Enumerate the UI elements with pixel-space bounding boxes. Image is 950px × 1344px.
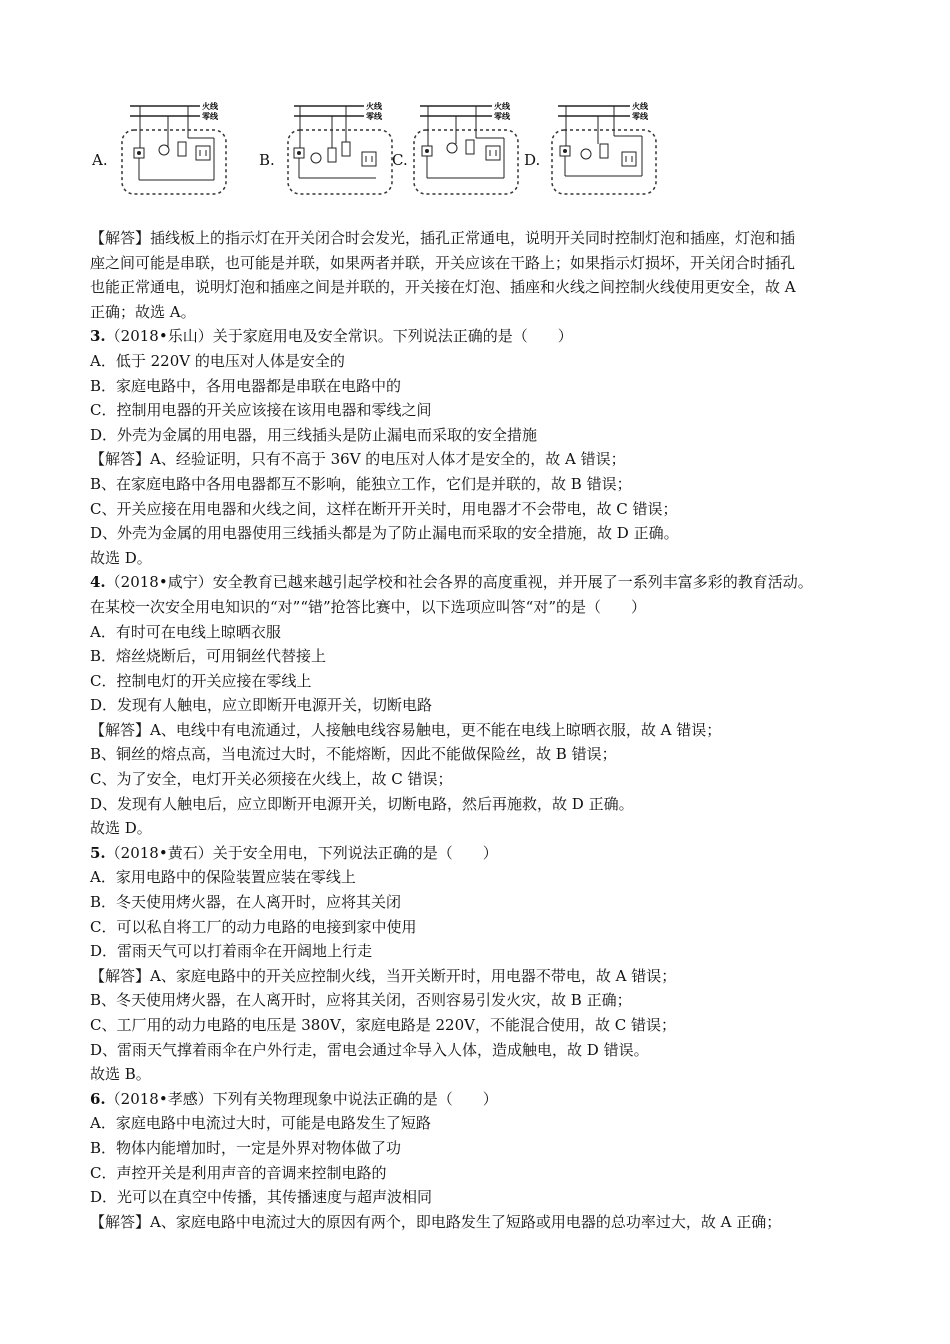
- text-line: [90, 1161, 870, 1186]
- circuit-diagram-c: [410, 98, 522, 198]
- text-line: [90, 988, 870, 1013]
- text-line: [90, 915, 870, 940]
- line-text: B．冬天使用烤火器，在人离开时，应将其关闭: [90, 893, 402, 912]
- neutral-wire-label: 零线: [366, 112, 382, 121]
- line-text: D、发现有人触电后，应立即断开电源开关，切断电路，然后再施救，故 D 正确。: [90, 794, 634, 813]
- line-text: C、开关应接在用电器和火线之间，这样在断开开关时，用电器才不会带电，故 C 错误；: [90, 499, 678, 518]
- text-line: [90, 226, 870, 251]
- line-text: A．有时可在电线上晾晒衣服: [90, 622, 281, 641]
- text-line: [90, 939, 870, 964]
- line-text: D．雷雨天气可以打着雨伞在开阔地上行走: [90, 942, 373, 961]
- line-text: （2018•孝感）下列有关物理现象中说法正确的是（ ）: [105, 1089, 498, 1108]
- line-text: 在某校一次安全用电知识的“对”“错”抢答比赛中，以下选项应叫答“对”的是（ ）: [90, 597, 647, 616]
- line-text: D、外壳为金属的用电器使用三线插头都是为了防止漏电而采取的安全措施，故 D 正确。: [90, 524, 679, 543]
- line-text: B、冬天使用烤火器，在人离开时，应将其关闭，否则容易引发火灾，故 B 正确；: [90, 991, 632, 1010]
- line-text: B．物体内能增加时，一定是外界对物体做了功: [90, 1138, 402, 1157]
- line-text: （2018•黄石）关于安全用电，下列说法正确的是（ ）: [105, 843, 498, 862]
- line-text: C．声控开关是利用声音的音调来控制电路的: [90, 1163, 387, 1182]
- neutral-wire-label: 零线: [494, 112, 510, 121]
- question-line: [90, 841, 870, 866]
- line-text: B、铜丝的熔点高，当电流过大时，不能熔断，因此不能做保险丝，故 B 错误；: [90, 745, 617, 764]
- line-text: 也能正常通电，说明灯泡和插座之间是并联的，开关接在灯泡、插座和火线之间控制火线使用更安全，故 A: [90, 278, 796, 297]
- text-line: [90, 1111, 870, 1136]
- line-text: C、工厂用的动力电路的电压是 380V，家庭电路是 220V，不能混合使用，故 C 错误；: [90, 1016, 676, 1034]
- text-line: [90, 447, 870, 472]
- question-line: [90, 570, 870, 595]
- line-text: 座之间可能是串联，也可能是并联，如果两者并联，开关应该在干路上；如果指示灯损坏，开关闭合时插孔: [90, 253, 796, 272]
- circuit-options-figure: [92, 98, 852, 198]
- line-text: 【解答】插线板上的指示灯在开关闭合时会发光，插孔正常通电，说明开关同时控制灯泡和插座，灯泡和插: [90, 229, 796, 247]
- question-line: [90, 1087, 870, 1112]
- text-line: [90, 521, 870, 546]
- text-line: [90, 718, 870, 743]
- line-text: D、雷雨天气撑着雨伞在户外行走，雷电会通过伞导入人体，造成触电，故 D 错误。: [90, 1040, 649, 1059]
- text-line: [90, 1062, 870, 1087]
- line-text: B．家庭电路中，各用电器都是串联在电路中的: [90, 376, 402, 395]
- line-text: A．家庭电路中电流过大时，可能是电路发生了短路: [90, 1114, 431, 1133]
- line-text: C．控制用电器的开关应该接在该用电器和零线之间: [90, 401, 432, 420]
- line-text: 故选 D。: [90, 548, 152, 567]
- line-text: D．外壳为金属的用电器，用三线插头是防止漏电而采取的安全措施: [90, 425, 538, 444]
- live-wire-label: 火线: [632, 102, 648, 111]
- circuit-diagram-b: [284, 98, 396, 198]
- line-text: B、在家庭电路中各用电器都互不影响，能独立工作，它们是并联的，故 B 错误；: [90, 474, 632, 493]
- text-line: [90, 1136, 870, 1161]
- line-text: D．发现有人触电，应立即断开电源开关，切断电路: [90, 696, 433, 715]
- text-line: [90, 472, 870, 497]
- line-text: （2018•咸宁）安全教育已越来越引起学校和社会各界的高度重视，并开展了一系列丰富多彩的教育活动。: [105, 573, 813, 592]
- text-line: [90, 497, 870, 522]
- text-line: [90, 1038, 870, 1063]
- line-text: C．控制电灯的开关应接在零线上: [90, 671, 312, 690]
- option-d-label: D.: [524, 151, 541, 169]
- line-text: 【解答】A、家庭电路中电流过大的原因有两个，即电路发生了短路或用电器的总功率过大，故 A 正确；: [90, 1212, 782, 1231]
- text-line: [90, 693, 870, 718]
- text-line: [90, 546, 870, 571]
- text-line: [90, 251, 870, 276]
- text-line: [90, 669, 870, 694]
- question-number: 3.: [90, 327, 106, 346]
- circuit-diagram-a: [118, 98, 230, 198]
- line-text: 故选 B。: [90, 1065, 151, 1084]
- question-line: [90, 324, 870, 349]
- text-line: [90, 865, 870, 890]
- line-text: C．可以私自将工厂的动力电路的电接到家中使用: [90, 917, 417, 936]
- text-line: [90, 644, 870, 669]
- text-line: [90, 964, 870, 989]
- question-number: 6.: [90, 1089, 106, 1108]
- line-text: A．低于 220V 的电压对人体是安全的: [90, 351, 345, 370]
- circuit-diagram-d: [548, 98, 660, 198]
- text-line: [90, 423, 870, 448]
- neutral-wire-label: 零线: [632, 112, 648, 121]
- line-text: A．家用电路中的保险装置应装在零线上: [90, 868, 356, 887]
- line-text: B．熔丝烧断后，可用铜丝代替接上: [90, 647, 327, 666]
- text-line: [90, 1185, 870, 1210]
- text-line: [90, 275, 870, 300]
- option-c-label: C.: [392, 151, 408, 169]
- option-b-label: B.: [259, 151, 275, 169]
- line-text: 故选 D。: [90, 819, 152, 838]
- live-wire-label: 火线: [202, 102, 218, 111]
- line-text: 【解答】A、经验证明，只有不高于 36V 的电压对人体才是安全的，故 A 错误；: [90, 450, 626, 469]
- line-text: 【解答】A、电线中有电流通过，人接触电线容易触电，更不能在电线上晾晒衣服，故 A 错误；: [90, 720, 722, 739]
- line-text: 【解答】A、家庭电路中的开关应控制火线，当开关断开时，用电器不带电，故 A 错误；: [90, 966, 677, 985]
- line-text: C、为了安全，电灯开关必须接在火线上，故 C 错误；: [90, 770, 453, 789]
- text-line: [90, 767, 870, 792]
- document-body: [90, 226, 870, 1234]
- text-line: [90, 374, 870, 399]
- text-line: [90, 1013, 870, 1038]
- line-text: （2018•乐山）关于家庭用电及安全常识。下列说法正确的是（ ）: [105, 327, 573, 346]
- text-line: [90, 1210, 870, 1235]
- text-line: [90, 300, 870, 325]
- line-text: 正确；故选 A。: [90, 302, 196, 321]
- text-line: [90, 398, 870, 423]
- question-number: 5.: [90, 843, 106, 862]
- text-line: [90, 349, 870, 374]
- neutral-wire-label: 零线: [202, 112, 218, 121]
- text-line: [90, 890, 870, 915]
- question-number: 4.: [90, 573, 106, 592]
- text-line: [90, 792, 870, 817]
- text-line: [90, 742, 870, 767]
- live-wire-label: 火线: [494, 102, 510, 111]
- line-text: D．光可以在真空中传播，其传播速度与超声波相同: [90, 1188, 433, 1207]
- text-line: [90, 816, 870, 841]
- text-line: [90, 595, 870, 620]
- option-a-label: A.: [92, 151, 108, 169]
- text-line: [90, 620, 870, 645]
- live-wire-label: 火线: [366, 102, 382, 111]
